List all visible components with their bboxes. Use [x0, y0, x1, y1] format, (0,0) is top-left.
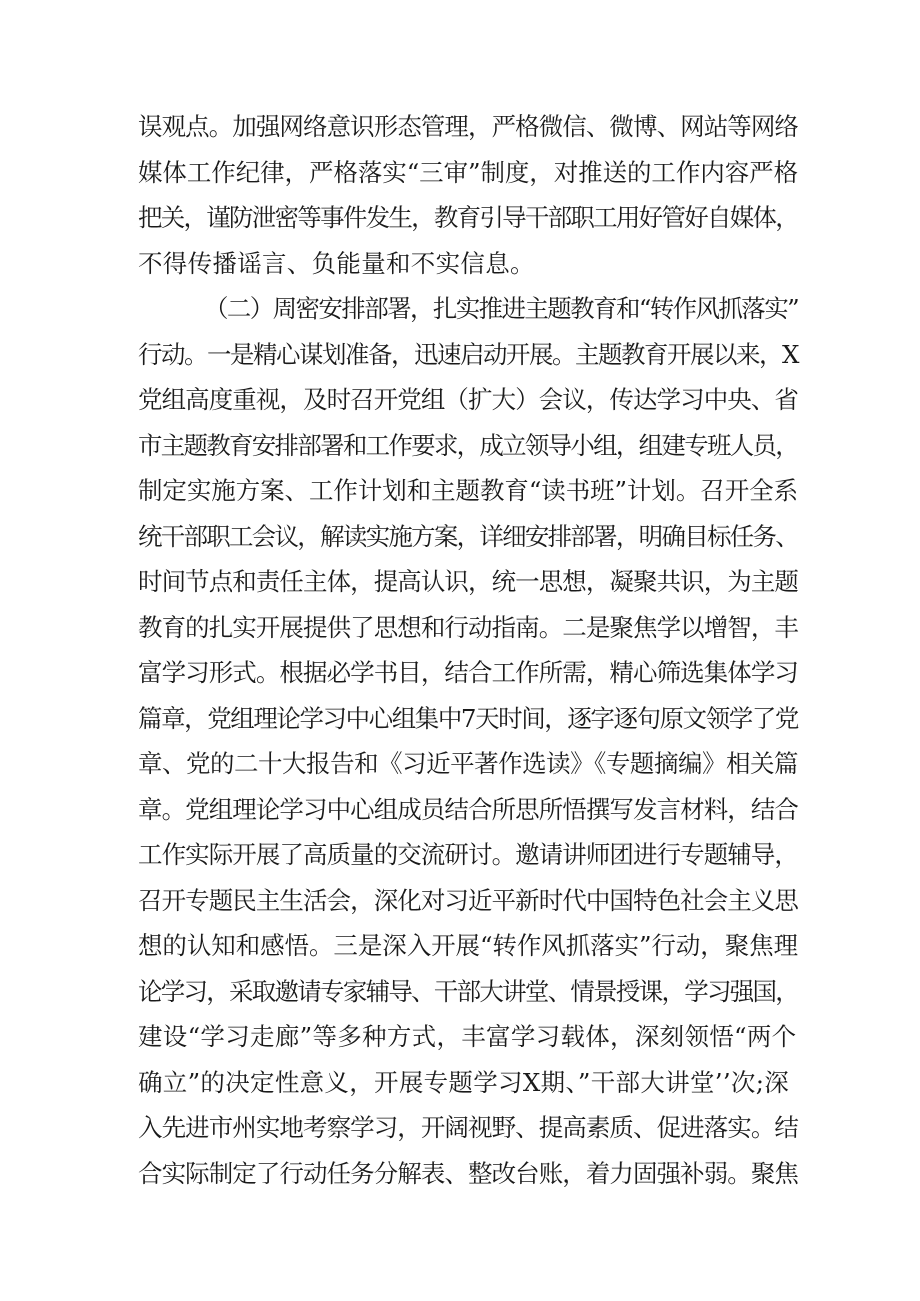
text-line-16: 章。党组理论学习中心组成员结合所思所悟撰写发言材料，结合	[138, 794, 798, 824]
text-line-23: 入先进市州实地考察学习，开阔视野、提高素质、促进落实。结	[138, 1113, 798, 1142]
text-line-11: 时间节点和责任主体，提高认识，统一思想，凝聚共识，为主题	[138, 567, 798, 596]
text-line-17: 工作实际开展了高质量的交流研讨。邀请讲师团进行专题辅导，	[138, 840, 798, 869]
text-line-15: 章、党的二十大报告和《习近平著作选读》《专题摘编》相关篇	[138, 749, 798, 778]
text-line-19: 想的认知和感悟。三是深入开展“转作风抓落实”行动，聚焦理	[138, 931, 798, 960]
text-line-13: 富学习形式。根据必学书目，结合工作所需，精心筛选集体学习	[138, 658, 798, 687]
text-line-8: 市主题教育安排部署和工作要求，成立领导小组，组建专班人员，	[138, 430, 798, 460]
text-line-6: 行动。一是精心谋划准备，迅速启动开展。主题教育开展以来，X	[138, 339, 798, 369]
text-line-22: 确立”的决定性意义，开展专题学习X期、”干部大讲堂’’次;深	[138, 1067, 790, 1097]
text-line-4: 不得传播谣言、负能量和不实信息。	[138, 248, 535, 278]
section-heading-line: （二）周密安排部署，扎实推进主题教育和“转作风抓落实”	[204, 294, 798, 323]
text-line-18: 召开专题民主生活会，深化对习近平新时代中国特色社会主义思	[138, 885, 798, 915]
text-line-9: 制定实施方案、工作计划和主题教育“读书班”计划。召开全系	[138, 476, 798, 505]
text-line-2: 媒体工作纪律，严格落实“三审”制度，对推送的工作内容严格	[138, 157, 798, 187]
text-line-7: 党组高度重视，及时召开党组（扩大）会议，传达学习中央、省	[138, 385, 798, 414]
text-line-14: 篇章，党组理论学习中心组集中7天时间，逐字逐句原文领学了党	[138, 703, 798, 733]
text-line-3: 把关，谨防泄密等事件发生，教育引导干部职工用好管好自媒体，	[138, 203, 798, 232]
text-line-12: 教育的扎实开展提供了思想和行动指南。二是聚焦学以增智，丰	[138, 612, 798, 642]
text-line-21: 建设“学习走廊”等多种方式，丰富学习载体，深刻领悟“两个	[138, 1022, 797, 1051]
text-line-10: 统干部职工会议，解读实施方案，详细安排部署，明确目标任务、	[138, 521, 798, 551]
text-line-1: 误观点。加强网络意识形态管理，严格微信、微博、网站等网络	[138, 112, 798, 141]
body-text	[138, 104, 798, 1196]
text-line-24: 合实际制定了行动任务分解表、整改台账，着力固强补弱。聚焦	[138, 1158, 798, 1188]
text-line-20: 论学习，采取邀请专家辅导、干部大讲堂、情景授课，学习强国，	[138, 976, 798, 1006]
